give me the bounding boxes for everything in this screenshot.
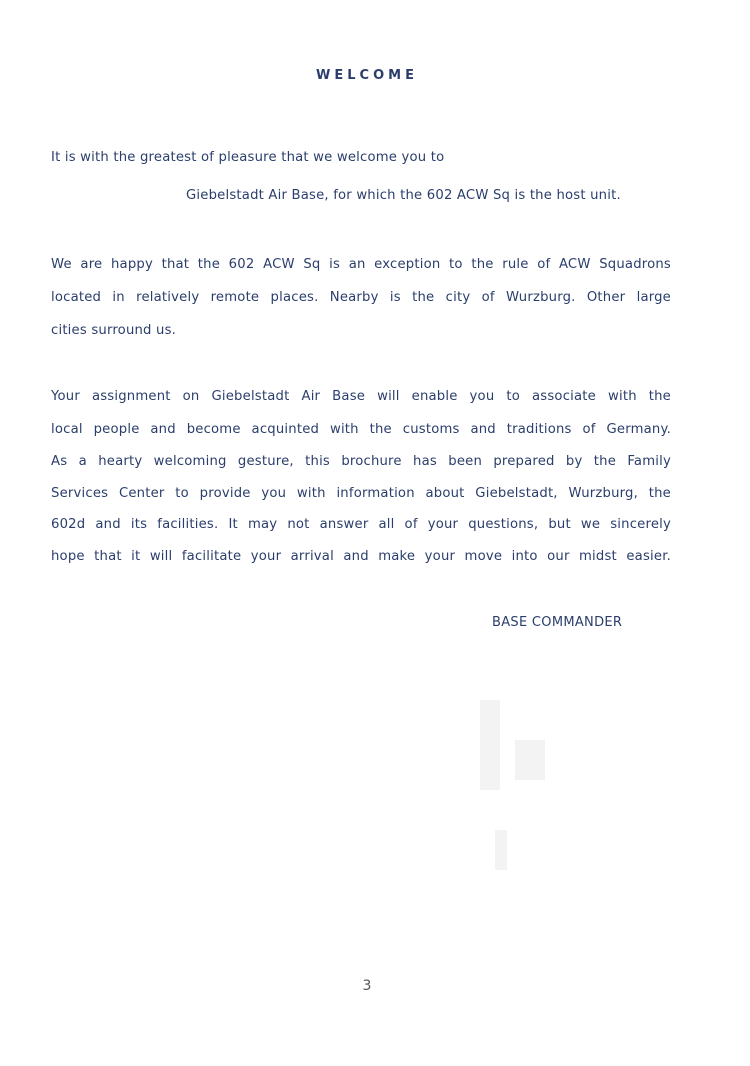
paragraph3-line: Your assignment on Giebelstadt Air Base will enable you to associate with the <box>51 389 671 404</box>
paragraph1-line1: It is with the greatest of pleasure that we welcome you to <box>51 150 445 165</box>
scan-artifact <box>515 740 545 780</box>
paragraph1-line2: Giebelstadt Air Base, for which the 602 ACW Sq is the host unit. <box>186 188 621 203</box>
signature: BASE COMMANDER <box>492 615 623 630</box>
page-number: 3 <box>362 978 372 994</box>
paragraph2-line: located in relatively remote places. Nearby is the city of Wurzburg. Other large <box>51 290 671 305</box>
paragraph3-line: As a hearty welcoming gesture, this brochure has been prepared by the Family <box>51 454 671 469</box>
paragraph3-line: local people and become acquinted with the customs and traditions of Germany. <box>51 422 671 437</box>
paragraph3-line: 602d and its facilities. It may not answer all of your questions, but we sincerely <box>51 517 671 532</box>
paragraph2-line: cities surround us. <box>51 323 177 338</box>
paragraph2-line: We are happy that the 602 ACW Sq is an exception to the rule of ACW Squadrons <box>51 257 671 272</box>
scan-artifact <box>480 700 500 790</box>
page-title: WELCOME <box>316 68 418 83</box>
scan-artifact <box>495 830 507 870</box>
paragraph3-line: Services Center to provide you with information about Giebelstadt, Wurzburg, the <box>51 486 671 501</box>
paragraph3-line: hope that it will facilitate your arrival and make your move into our midst easier. <box>51 549 671 564</box>
